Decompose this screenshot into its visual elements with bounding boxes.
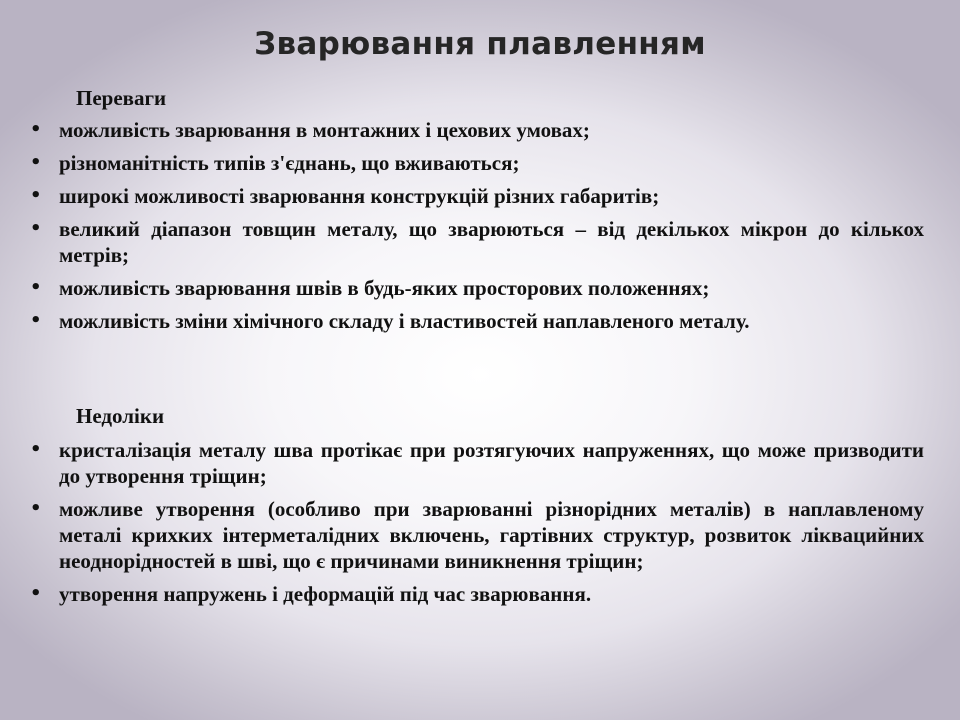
list-item — [30, 437, 924, 489]
slide-title: Зварювання плавленням — [254, 26, 706, 62]
bullet-icon: • — [30, 277, 42, 298]
list-item — [30, 183, 924, 209]
list-item-text: утворення напружень і деформацій під час зварювання. — [59, 582, 592, 606]
list-item-text: широкі можливості зварювання конструкцій різних габаритів; — [59, 184, 660, 208]
bullet-icon: • — [30, 152, 42, 173]
list-item-text: можливе утворення (особливо при зварюванні різнорідних металів) в наплавленому металі крихких інтерметалідних включень, гартівних структур, розвиток ліквацийних неоднорідностей в шві, що є причинами виникнення тріщин; — [59, 497, 924, 573]
disadvantages-list — [30, 437, 924, 614]
list-item-text: великий діапазон товщин металу, що зварюються – від декількох мікрон до кількох метрів; — [59, 217, 924, 267]
list-item-text: можливість зварювання швів в будь-яких просторових положеннях; — [59, 276, 710, 300]
list-item-text: різноманітність типів з'єднань, що вживаються; — [59, 151, 520, 175]
bullet-icon: • — [30, 310, 42, 331]
list-item — [30, 117, 924, 143]
list-item — [30, 496, 924, 574]
advantages-list — [30, 117, 924, 341]
advantages-heading: Переваги — [76, 86, 167, 110]
bullet-icon: • — [30, 583, 42, 604]
list-item — [30, 308, 924, 334]
list-item — [30, 216, 924, 268]
list-item — [30, 581, 924, 607]
bullet-icon: • — [30, 498, 42, 519]
list-item-text: можливість зміни хімічного складу і властивостей наплавленого металу. — [59, 309, 750, 333]
list-item-text: кристалізація металу шва протікає при розтягуючих напруженнях, що може призводити до утворення тріщин; — [59, 438, 924, 488]
bullet-icon: • — [30, 119, 42, 140]
list-item-text: можливість зварювання в монтажних і цехових умовах; — [59, 118, 590, 142]
bullet-icon: • — [30, 185, 42, 206]
bullet-icon: • — [30, 439, 42, 460]
disadvantages-heading: Недоліки — [76, 404, 165, 428]
list-item — [30, 275, 924, 301]
bullet-icon: • — [30, 218, 42, 239]
list-item — [30, 150, 924, 176]
